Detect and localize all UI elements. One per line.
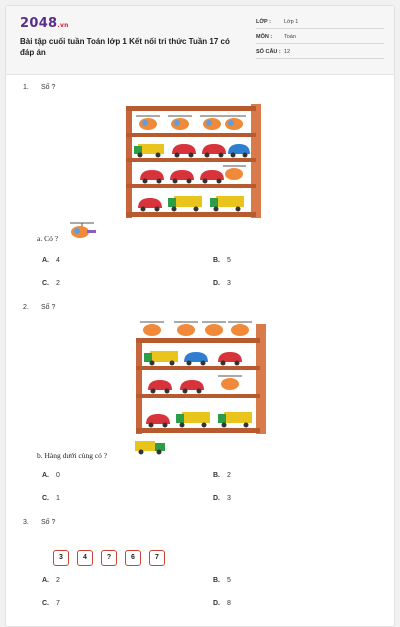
question-1-subprompt: a. Có ? [37, 234, 59, 243]
sequence-box: 4 [77, 550, 93, 566]
sequence-box: 7 [149, 550, 165, 566]
q2-option-d[interactable]: D. 3 [213, 495, 231, 502]
q3-option-d[interactable]: D. 8 [213, 600, 231, 607]
question-3-title: 3. Số ? [23, 519, 56, 526]
sequence-box: 6 [125, 550, 141, 566]
truck-icon [133, 438, 167, 456]
q1-option-b[interactable]: B. 5 [213, 257, 231, 264]
q1-option-a[interactable]: A. 4 [42, 257, 60, 264]
site-logo[interactable]: 2048.vn [20, 16, 69, 31]
question-1-title: 1. Số ? [23, 84, 56, 91]
q1-option-d[interactable]: D. 3 [213, 280, 231, 287]
q3-option-c[interactable]: C. 7 [42, 600, 60, 607]
meta-question-count: SỐ CÂU : 12 [256, 46, 384, 59]
worksheet [5, 5, 395, 627]
toy-shelf-illustration-1 [124, 100, 264, 220]
q2-option-b[interactable]: B. 2 [213, 472, 231, 479]
q2-option-a[interactable]: A. 0 [42, 472, 60, 479]
q3-option-b[interactable]: B. 5 [213, 577, 231, 584]
meta-grade: LỚP : Lớp 1 [256, 16, 384, 29]
question-2-subprompt: b. Hàng dưới cùng có ? [37, 451, 108, 460]
document-title: Bài tập cuối tuần Toán lớp 1 Kết nối tri thức Tuần 17 có đáp án [20, 37, 230, 57]
sequence-box: 3 [53, 550, 69, 566]
meta-subject: MÔN : Toán [256, 31, 384, 44]
q3-option-a[interactable]: A. 2 [42, 577, 60, 584]
q2-option-c[interactable]: C. 1 [42, 495, 60, 502]
sequence-box-unknown: ? [101, 550, 117, 566]
q1-option-c[interactable]: C. 2 [42, 280, 60, 287]
worksheet-header [6, 6, 394, 75]
question-2-title: 2. Số ? [23, 304, 56, 311]
helicopter-icon [67, 220, 97, 240]
toy-shelf-illustration-2 [134, 316, 269, 434]
